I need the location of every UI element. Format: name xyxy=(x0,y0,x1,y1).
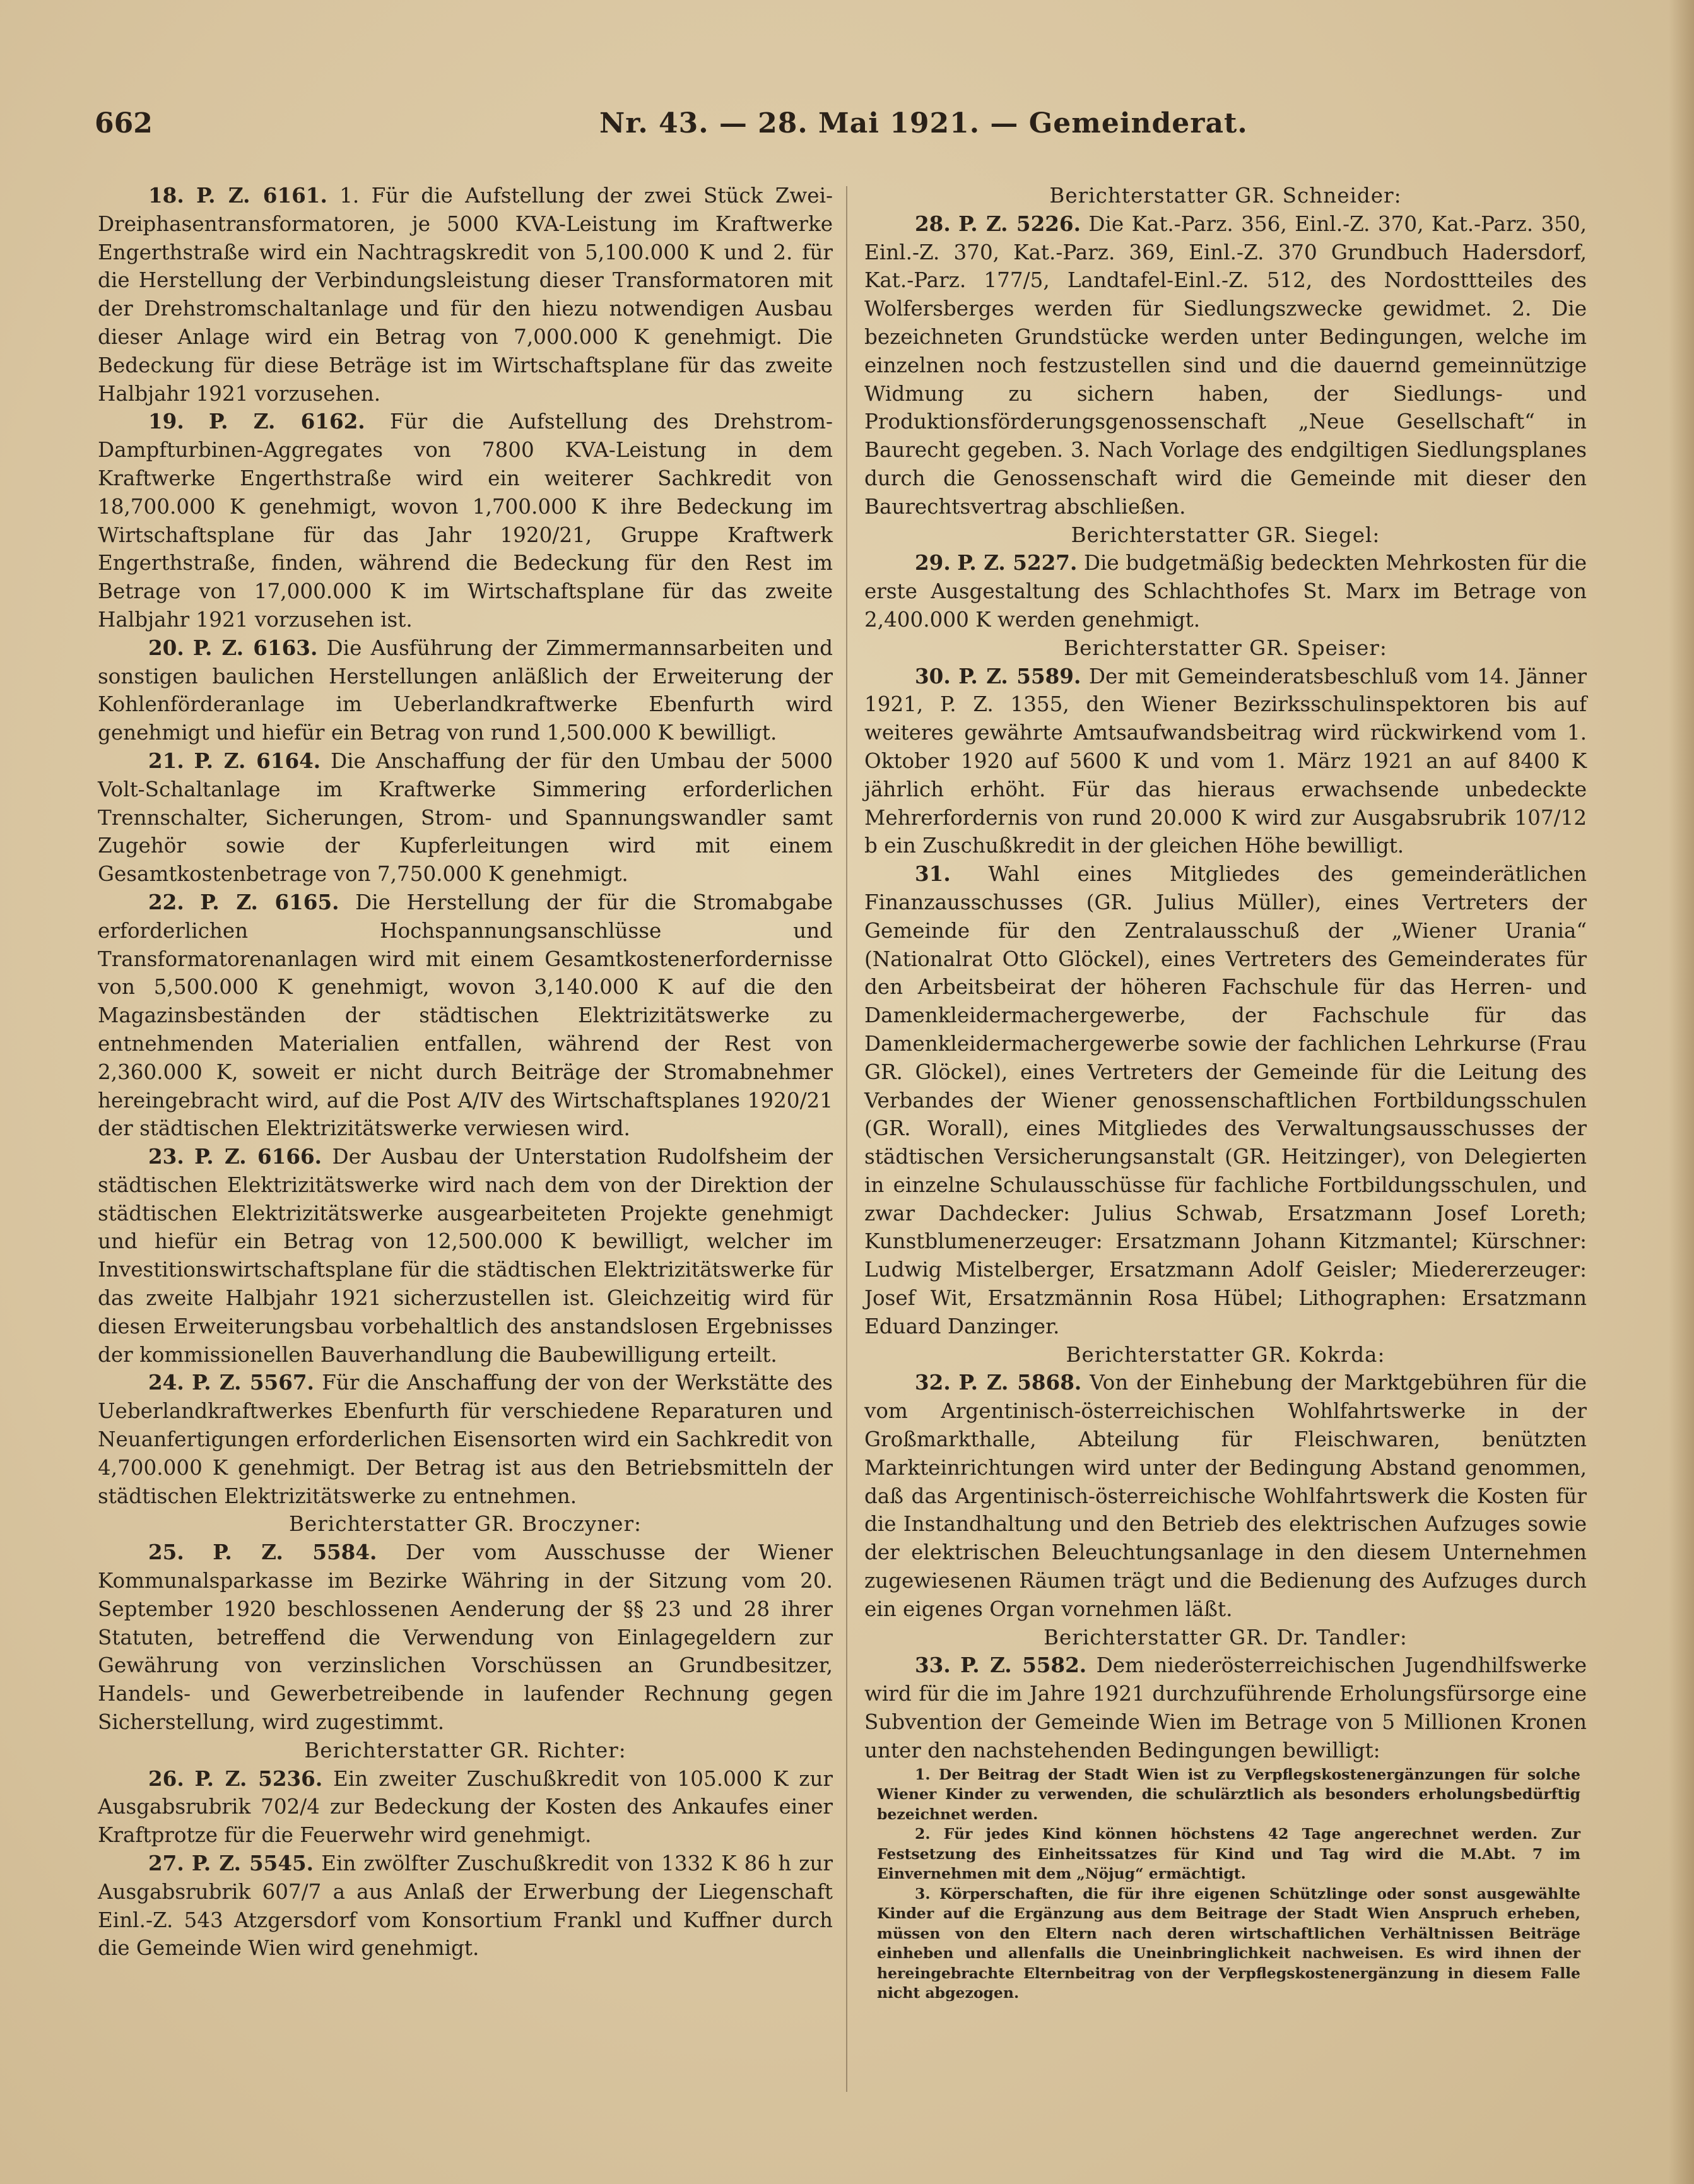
item-24 xyxy=(98,1369,833,1510)
item-text: Der Ausbau der Unterstation Rudolfsheim der städtischen Elektrizitätswerke wird nach dem von der Direktion der städtischen Elektrizitätswerke ausgearbeiteten Projekte genehmigt und hiefür ein Betrag von 12,500.000 K bewilligt, welcher im Investitionswirtschaftsplane für die städtischen Elektrizitätswerke für das zweite Halbjahr 1921 sicherzustellen ist. Gleichzeitig wird für diesen Erweiterungsbau vorbehaltlich des anstandslosen Ergebnisses der kommissionellen Bauverhandlung die Baubewilligung erteilt. xyxy=(98,1145,833,1367)
item-text: Der vom Ausschusse der Wiener Kommunalsparkasse im Bezirke Währing in der Sitzung vom 20. September 1920 beschlossenen Aenderung der §§ 23 und 28 ihrer Statuten, betreffend die Verwendung von Einlagegeldern zur Gewährung von verzinslichen Vorschüssen an Grundbesitzer, Handels- und Gewerbetreibende in laufender Rechnung gegen Sicherstellung, wird zugestimmt. xyxy=(98,1540,833,1735)
item-reference: P. Z. 6166. xyxy=(194,1144,322,1169)
reporter-heading: Berichterstatter GR. Dr. Tandler: xyxy=(1044,1625,1408,1650)
item-text: Wahl eines Mitgliedes des gemeinderätlichen Finanzausschusses (GR. Julius Müller), eines Vertreters der Gemeinde für den Zentralausschuß der „Wiener Urania“ (Nationalrat Otto Glöckel), eines Vertreters des Gemeinderates für den Arbeitsbeirat der höheren Fachschule für das Herren- und Damenkleidermachergewerbe, der Fachschule für das Damenkleidermachergewerbe sowie der fachlichen Lehrkurse (Frau GR. Glöckel), eines Vertreters der Gemeinde für die Leitung des Verbandes der Wiener genossenschaftlichen Fortbildungsschulen (GR. Worall), eines Mitgliedes des Verwaltungsausschusses der städtischen Versicherungsanstalt (GR. Heitzinger), von Delegierten in einzelne Schulausschüsse für fachliche Fortbildungsschulen, und zwar Dachdecker: Julius Schwab, Ersatzmann Josef Loreth; Kunstblumenerzeuger: Ersatzmann Johann Kitzmantel; Kürschner: Ludwig Mistelberger, Ersatzmann Adolf Geisler; Miedererzeuger: Josef Wit, Ersatzmännin Rosa Hübel; Lithographen: Ersatzmann Eduard Danzinger. xyxy=(864,862,1587,1338)
page-header xyxy=(95,95,1609,151)
item-25 xyxy=(98,1538,833,1737)
item-29 xyxy=(864,549,1587,634)
item-number: 22. xyxy=(148,889,184,914)
left-column xyxy=(98,182,833,1963)
item-number: 27. xyxy=(148,1851,184,1876)
conditions-list xyxy=(864,1765,1587,2004)
item-text: Die Anschaffung der für den Umbau der 5000 Volt-Schaltanlage im Kraftwerke Simmering erforderlichen Trennschalter, Sicherungen, Strom- und Spannungswandler samt Zugehör sowie der Kupferleitungen wird mit einem Gesamtkostenbetrage von 7,750.000 K genehmigt. xyxy=(98,748,833,887)
item-number: 19. xyxy=(148,409,184,434)
item-reference: P. Z. 6161. xyxy=(196,183,327,208)
item-number: 20. xyxy=(148,635,184,660)
item-reference: P. Z. 5545. xyxy=(191,1851,314,1876)
item-number: 26. xyxy=(148,1766,184,1791)
reporter-heading: Berichterstatter GR. Richter: xyxy=(304,1738,626,1762)
item-reference: P. Z. 6162. xyxy=(209,409,365,434)
item-number: 21. xyxy=(148,748,184,773)
item-26 xyxy=(98,1765,833,1850)
item-text: Die budgetmäßig bedeckten Mehrkosten für die erste Ausgestaltung des Schlachthofes St. Marx im Betrage von 2,400.000 K werden genehmigt. xyxy=(864,551,1587,632)
item-27 xyxy=(98,1850,833,1963)
item-reference: P. Z. 5236. xyxy=(194,1766,323,1791)
right-column xyxy=(864,182,1587,2004)
item-text: Die Ausführung der Zimmermannsarbeiten und sonstigen baulichen Herstellungen anläßlich der Erweiterung der Kohlenförderanlage im Ueberlandkraftwerke Ebenfurth wird genehmigt und hiefür ein Betrag von rund 1,500.000 K bewilligt. xyxy=(98,635,833,745)
item-text: Ein zweiter Zuschußkredit von 105.000 K zur Ausgabsrubrik 702/4 zur Bedeckung der Kosten des Ankaufes einer Kraftprotze für die Feuerwehr wird genehmigt. xyxy=(98,1766,833,1848)
item-text: Die Kat.-Parz. 356, Einl.-Z. 370, Kat.-Parz. 350, Einl.-Z. 370, Kat.-Parz. 369, Einl.-Z. 370 Grundbuch Hadersdorf, Kat.-Parz. 177/5, Landtafel-Einl.-Z. 512, des Nordosttteiles des Wolfersberges werden für Siedlungszwecke gewidmet. 2. Die bezeichneten Grundstücke werden unter Bedingungen, welche im einzelnen noch festzustellen sind und die dauernd gemeinnützige Widmung zu sichern haben, der Siedlungs- und Produktionsförderungsgenossenschaft „Neue Gesellschaft“ in Baurecht gegeben. 3. Nach Vorlage des endgiltigen Siedlungsplanes durch die Genossenschaft wird die Gemeinde mit dieser den Baurechtsvertrag abschließen. xyxy=(864,211,1587,519)
item-number: 24. xyxy=(148,1370,184,1395)
item-number: 25. xyxy=(148,1540,184,1565)
item-text: 1. Für die Aufstellung der zwei Stück Zwei-Dreiphasentransformatoren, je 5000 KVA-Leistung im Kraftwerke Engerthstraße wird ein Nachtragskredit von 5,100.000 K und 2. für die Herstellung der Verbindungsleistung dieser Transformatoren mit der Drehstromschaltanlage und für den hiezu notwendigen Ausbau dieser Anlage wird ein Betrag von 7,000.000 K genehmigt. Die Bedeckung für diese Beträge ist im Wirtschaftsplane für das zweite Halbjahr 1921 vorzusehen. xyxy=(98,184,833,406)
item-18 xyxy=(98,182,833,408)
item-reference: P. Z. 5868. xyxy=(958,1370,1082,1395)
item-20 xyxy=(98,634,833,747)
item-text: Ein zwölfter Zuschußkredit von 1332 K 86 h zur Ausgabsrubrik 607/7 a aus Anlaß der Erwerbung der Liegenschaft Einl.-Z. 543 Atzgersdorf vom Konsortium Frankl und Kuffner durch die Gemeinde Wien wird genehmigt. xyxy=(98,1851,833,1961)
item-30 xyxy=(864,663,1587,861)
reporter-heading: Berichterstatter GR. Siegel: xyxy=(1071,522,1380,547)
item-text: Dem niederösterreichischen Jugendhilfswerke wird für die im Jahre 1921 durchzuführende Erholungsfürsorge eine Subvention der Gemeinde Wien im Betrage von 5 Millionen Kronen unter den nachstehenden Bedingungen bewilligt: xyxy=(864,1653,1587,1762)
item-number: 33. xyxy=(915,1653,951,1678)
item-23 xyxy=(98,1143,833,1369)
item-reference: P. Z. 5589. xyxy=(958,663,1081,688)
item-21 xyxy=(98,747,833,888)
item-number: 32. xyxy=(915,1370,951,1395)
reporter-heading: Berichterstatter GR. Schneider: xyxy=(1049,184,1402,208)
item-31 xyxy=(864,860,1587,1341)
item-text: Für die Anschaffung der von der Werkstätte des Ueberlandkraftwerkes Ebenfurth für verschiedene Reparaturen und Neuanfertigungen erforderlichen Eisensorten wird ein Sachkredit von 4,700.000 K genehmigt. Der Betrag ist aus den Betriebsmitteln der städtischen Elektrizitätswerke zu entnehmen. xyxy=(98,1371,833,1508)
item-28 xyxy=(864,210,1587,521)
page-number: 662 xyxy=(95,107,153,139)
item-reference: P. Z. 5567. xyxy=(192,1370,314,1395)
condition-item: 1. Der Beitrag der Stadt Wien ist zu Verpflegskostenergänzungen für solche Wiener Kinder zu verwenden, die schulärztlich als besonders erholungsbedürftig bezeichnet werden. xyxy=(877,1765,1580,1823)
item-number: 30. xyxy=(915,663,951,688)
item-number: 31. xyxy=(915,861,951,887)
item-number: 28. xyxy=(915,211,951,236)
item-32 xyxy=(864,1369,1587,1623)
column-divider xyxy=(846,186,847,2092)
item-number: 18. xyxy=(148,183,184,208)
condition-item: 3. Körperschaften, die für ihre eigenen Schützlinge oder sonst ausgewählte Kinder auf die Ergänzung aus dem Beitrage der Stadt Wien Anspruch erheben, müssen von den Eltern nach deren wirtschaftlichen Verhältnissen Beiträge einheben und allenfalls die Uneinbringlichkeit nachweisen. Es wird ihnen der hereingebrachte Elternbeitrag von der Verpflegskostenergänzung in diesem Falle nicht abgezogen. xyxy=(877,1884,1580,2002)
item-number: 23. xyxy=(148,1144,184,1169)
reporter-heading: Berichterstatter GR. Broczyner: xyxy=(288,1512,642,1537)
item-text: Von der Einhebung der Marktgebühren für die vom Argentinisch-österreichischen Wohlfahrtswerke in der Großmarkthalle, Abteilung für Fleischwaren, benützten Markteinrichtungen wird unter der Bedingung Abstand genommen, daß das Argentinisch-österreichische Wohlfahrtswerk die Kosten für die Instandhaltung und den Betrieb des elektrischen Aufzuges sowie der elektrischen Beleuchtungsanlage in den diesem Unternehmen zugewiesenen Räumen trägt und die Bedienung des Aufzuges durch ein eigenes Organ vornehmen läßt. xyxy=(864,1371,1587,1621)
reporter-heading: Berichterstatter GR. Speiser: xyxy=(1064,635,1387,660)
item-reference: P. Z. 5227. xyxy=(957,550,1078,576)
item-22 xyxy=(98,888,833,1143)
item-reference: P. Z. 6165. xyxy=(200,889,339,914)
item-reference: P. Z. 5584. xyxy=(213,1540,377,1565)
item-19 xyxy=(98,408,833,634)
item-number: 29. xyxy=(915,550,951,576)
condition-item: 2. Für jedes Kind können höchstens 42 Tage angerechnet werden. Zur Festsetzung des Einheitssatzes für Kind und Tag wird die M.Abt. 7 im Einvernehmen mit dem „Nöjug“ ermächtigt. xyxy=(877,1825,1580,1883)
item-text: Für die Aufstellung des Drehstrom-Dampfturbinen-Aggregates von 7800 KVA-Leistung in dem Kraftwerke Engerthstraße wird ein weiterer Sachkredit von 18,700.000 K genehmigt, wovon 1,700.000 K ihre Bedeckung im Wirtschaftsplane für das Jahr 1920/21, Gruppe Kraftwerk Engerthstraße, finden, während die Bedeckung für den Rest im Betrage von 17,000.000 K im Wirtschaftsplane für das zweite Halbjahr 1921 vorzusehen ist. xyxy=(98,410,833,632)
page-edge-shadow xyxy=(1669,0,1694,2184)
item-33 xyxy=(864,1651,1587,1764)
item-reference: P. Z. 5582. xyxy=(960,1653,1087,1678)
item-text: Der mit Gemeinderatsbeschluß vom 14. Jänner 1921, P. Z. 1355, den Wiener Bezirksschulinspektoren bis auf weiteres gewährte Amtsaufwandsbeitrag wird rückwirkend vom 1. Oktober 1920 auf 5600 K und vom 1. März 1921 an auf 8400 K jährlich erhöht. Für das hieraus erwachsende unbedeckte Mehrerfordernis von rund 20.000 K wird zur Ausgabsrubrik 107/12 b ein Zuschußkredit in der gleichen Höhe bewilligt. xyxy=(864,664,1587,858)
item-reference: P. Z. 6164. xyxy=(194,748,321,773)
item-text: Die Herstellung der für die Stromabgabe erforderlichen Hochspannungsanschlüsse und Transformatorenanlagen wird mit einem Gesamtkostenerfordernisse von 5,500.000 K genehmigt, wovon 3,140.000 K auf die den Magazinsbeständen der städtischen Elektrizitätswerke zu entnehmenden Materialien entfallen, während der Rest von 2,360.000 K, soweit er nicht durch Beiträge der Stromabnehmer hereingebracht wird, auf die Post A/IV des Wirtschaftsplanes 1920/21 der städtischen Elektrizitätswerke verwiesen wird. xyxy=(98,890,833,1141)
item-reference: P. Z. 6163. xyxy=(192,635,318,660)
running-title: Nr. 43. — 28. Mai 1921. — Gemeinderat. xyxy=(599,107,1248,139)
item-reference: P. Z. 5226. xyxy=(958,211,1081,236)
reporter-heading: Berichterstatter GR. Kokrda: xyxy=(1066,1342,1385,1367)
